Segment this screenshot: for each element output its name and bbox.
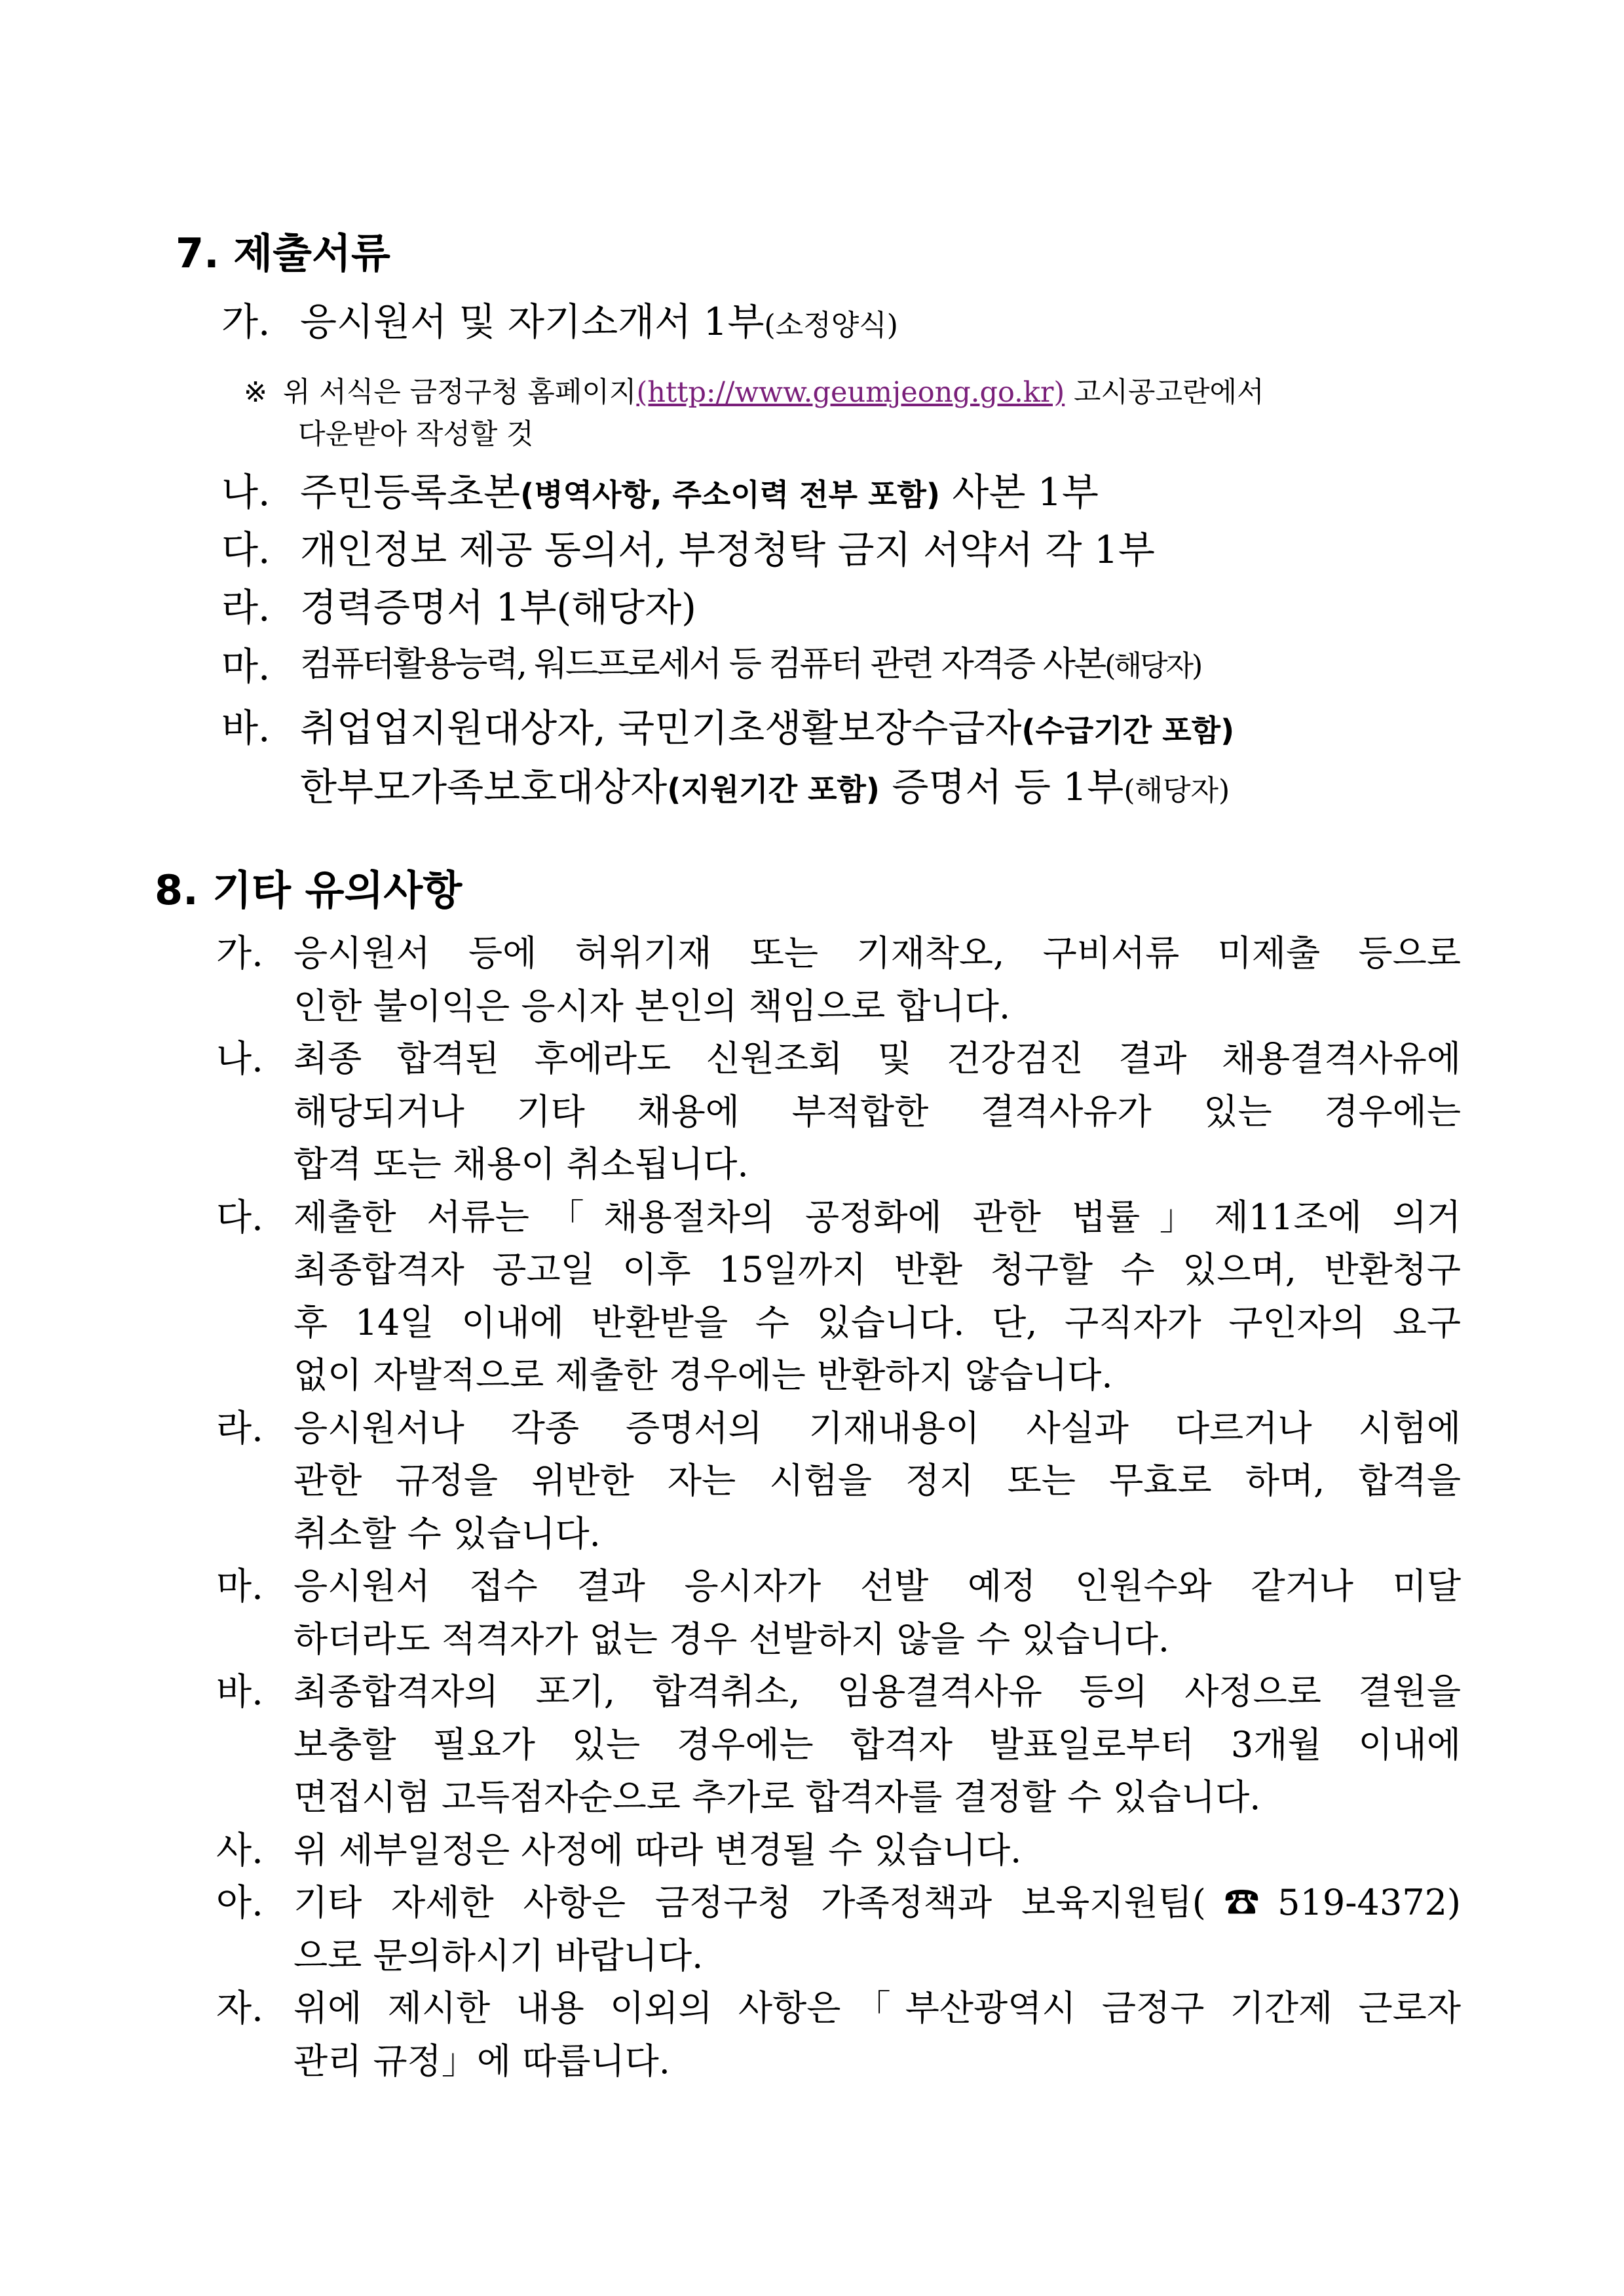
- item-line: 관리 규정」에 따릅니다.: [293, 2040, 670, 2082]
- item-marker: 라.: [221, 585, 271, 630]
- s7-item-da: [221, 527, 1155, 572]
- item-marker: 다.: [216, 1196, 263, 1239]
- item-suffix: (해당자): [1124, 774, 1230, 807]
- item-line: 하더라도 적격자가 없는 경우 선발하지 않을 수 있습니다.: [293, 1618, 1170, 1660]
- item-line: 으로 문의하시기 바랍니다.: [293, 1934, 704, 1976]
- item-line: 후 14일 이내에 반환받을 수 있습니다. 단, 구직자가 구인자의 요구: [293, 1301, 1461, 1343]
- item-text: 한부모가족보호대상자: [300, 765, 668, 809]
- note-mark: ※: [244, 376, 268, 409]
- s7-note-line2: 다운받아 작성할 것: [298, 418, 534, 451]
- item-marker: 나.: [216, 1038, 263, 1081]
- item-line: 위 세부일정은 사정에 따라 변경될 수 있습니다.: [293, 1829, 1022, 1871]
- item-marker: 다.: [221, 527, 271, 572]
- item-mid: (지원기간 포함): [667, 772, 880, 807]
- s7-item-ra: [221, 585, 696, 630]
- item-marker: 가.: [221, 299, 271, 344]
- item-text: 취업업지원대상자, 국민기초생활보장수급자: [300, 706, 1022, 750]
- item-tail: 증명서 등 1부: [879, 765, 1124, 809]
- item-line: 제출한 서류는「채용절차의 공정화에 관한 법률」제11조에 의거: [293, 1196, 1461, 1238]
- item-line: 최종합격자의 포기, 합격취소, 임용결격사유 등의 사정으로 결원을: [293, 1671, 1461, 1712]
- item-marker: 마.: [216, 1565, 263, 1608]
- item-marker: 바.: [216, 1671, 263, 1713]
- item-marker: 마.: [221, 644, 271, 689]
- item-marker: 아.: [216, 1882, 263, 1924]
- item-suffix: (병역사항, 주소이력 전부 포함): [520, 477, 940, 512]
- item-text: 주민등록초본: [300, 470, 521, 514]
- item-text: 컴퓨터활용능력, 워드프로세서 등 컴퓨터 관련 자격증 사본: [300, 645, 1105, 684]
- item-suffix: (소정양식): [764, 309, 898, 342]
- item-line: 응시원서나 각종 증명서의 기재내용이 사실과 다르거나 시험에: [293, 1407, 1461, 1449]
- item-line: 인한 불이익은 응시자 본인의 책임으로 합니다.: [293, 985, 1011, 1027]
- item-line: 취소할 수 있습니다.: [293, 1512, 601, 1554]
- section-7-title: 7. 제출서류: [176, 229, 390, 277]
- s7-item-ba-line2: [300, 765, 1230, 809]
- note-text-post: 고시공고란에서: [1065, 376, 1264, 409]
- item-line: 관한 규정을 위반한 자는 시험을 정지 또는 무효로 하며, 합격을: [293, 1460, 1461, 1501]
- item-marker: 사.: [216, 1829, 263, 1872]
- item-text: 응시원서 및 자기소개서 1부: [300, 299, 765, 344]
- s7-item-ga: [221, 299, 898, 344]
- item-marker: 바.: [221, 706, 271, 750]
- item-marker: 나.: [221, 470, 271, 514]
- item-marker: 가.: [216, 932, 263, 975]
- item-suffix: (수급기간 포함): [1021, 713, 1235, 748]
- homepage-link[interactable]: (http://www.geumjeong.go.kr): [636, 376, 1065, 409]
- s7-note: [244, 376, 1264, 409]
- item-marker: 자.: [216, 1987, 263, 2030]
- s7-item-na: [221, 470, 1099, 514]
- item-line: 없이 자발적으로 제출한 경우에는 반환하지 않습니다.: [293, 1354, 1113, 1396]
- item-line: 응시원서 등에 허위기재 또는 기재착오, 구비서류 미제출 등으로: [293, 932, 1461, 974]
- item-suffix: (해당자): [1105, 649, 1201, 683]
- item-line: 해당되거나 기타 채용에 부적합한 결격사유가 있는 경우에는: [293, 1090, 1461, 1132]
- item-marker: 라.: [216, 1407, 263, 1450]
- s7-item-ma: [221, 644, 1201, 689]
- item-tail: 사본 1부: [939, 470, 1099, 514]
- note-text: 위 서식은 금정구청 홈페이지: [283, 376, 637, 409]
- item-line: 합격 또는 채용이 취소됩니다.: [293, 1143, 749, 1185]
- item-line: 면접시험 고득점자순으로 추가로 합격자를 결정할 수 있습니다.: [293, 1776, 1261, 1818]
- item-text: 개인정보 제공 동의서, 부정청탁 금지 서약서 각 1부: [300, 527, 1155, 572]
- s7-item-ba: [221, 706, 1235, 750]
- item-line: 위에 제시한 내용 이외의 사항은「부산광역시 금정구 기간제 근로자: [293, 1987, 1461, 2029]
- item-line: 최종 합격된 후에라도 신원조회 및 건강검진 결과 채용결격사유에: [293, 1038, 1461, 1079]
- item-line: 응시원서 접수 결과 응시자가 선발 예정 인원수와 같거나 미달: [293, 1565, 1461, 1607]
- item-line: 최종합격자 공고일 이후 15일까지 반환 청구할 수 있으며, 반환청구: [293, 1249, 1461, 1290]
- section-8-title: 8. 기타 유의사항: [155, 866, 463, 914]
- item-text: 경력증명서 1부(해당자): [300, 585, 696, 630]
- item-line: 기타 자세한 사항은 금정구청 가족정책과 보육지원팀(☎519-4372): [293, 1882, 1461, 1923]
- item-line: 보충할 필요가 있는 경우에는 합격자 발표일로부터 3개월 이내에: [293, 1723, 1461, 1765]
